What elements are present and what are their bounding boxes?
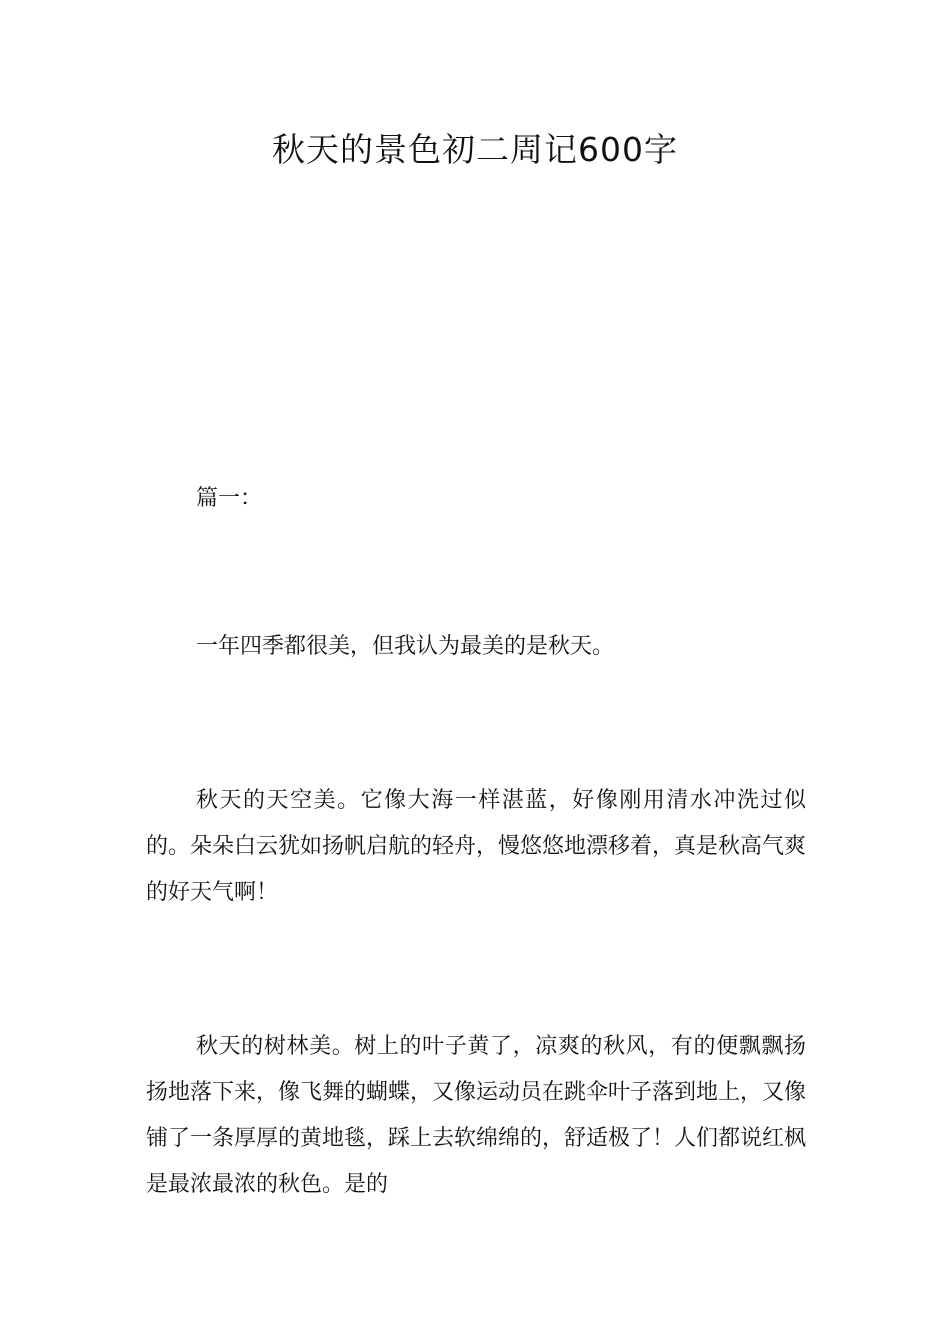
section-heading: 篇一：: [196, 486, 263, 511]
paragraph-sky: 秋天的天空美。它像大海一样湛蓝，好像刚用清水冲洗过似的。朵朵白云犹如扬帆启航的轻舟，慢悠悠地漂移着，真是秋高气爽的好天气啊！: [146, 788, 807, 905]
paragraph-forest: 秋天的树林美。树上的叶子黄了，凉爽的秋风，有的便飘飘扬扬地落下来，像飞舞的蝴蝶，又像运动员在跳伞叶子落到地上，又像铺了一条厚厚的黄地毯，踩上去软绵绵的，舒适极了！人们都说红枫是最浓最浓的秋色。是的: [146, 1034, 807, 1197]
paragraph-intro: 一年四季都很美，但我认为最美的是秋天。: [196, 634, 615, 659]
page-title: 秋天的景色初二周记600字: [272, 130, 678, 169]
